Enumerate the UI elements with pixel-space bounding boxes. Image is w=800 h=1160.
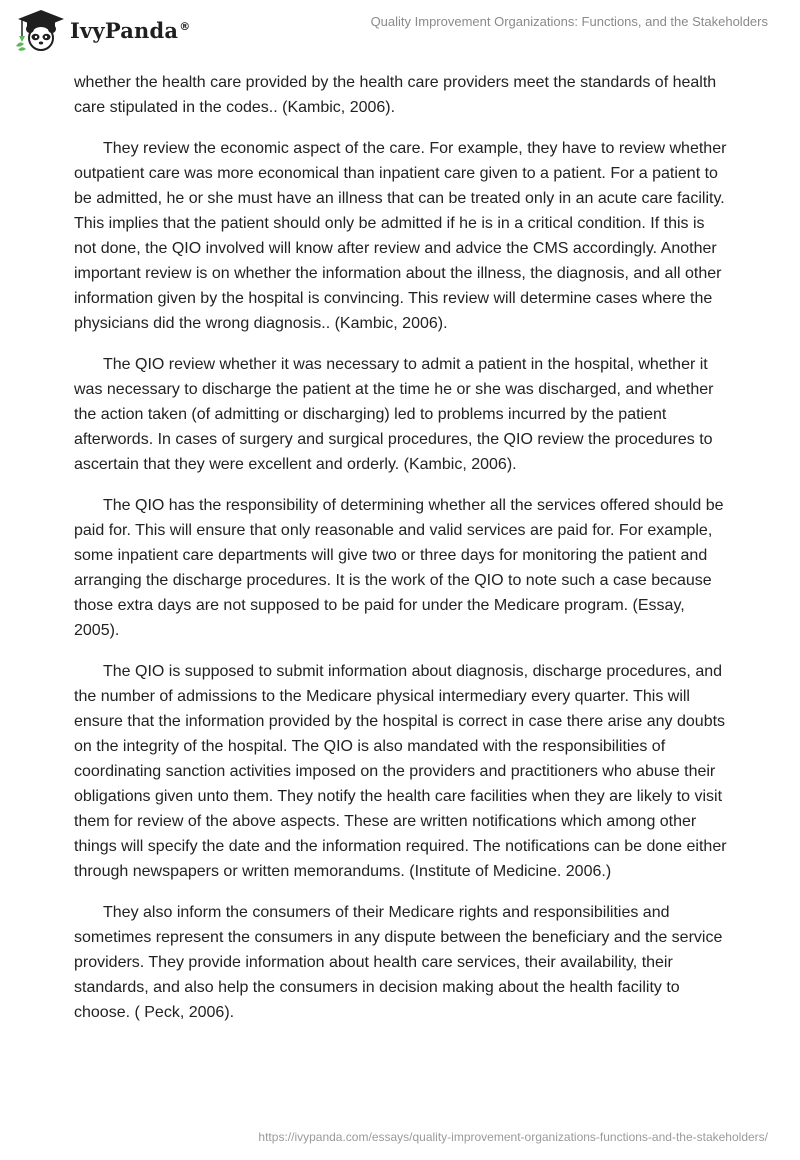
paragraph: The QIO review whether it was necessary to admit a patient in the hospital, whether it was necessary to discharge the patient at the time he or she was discharged, and whether the action taken (of admitting or discharging) led to problems incurred by the patient afterwords. In cases of surgery and surgical procedures, the QIO review the procedures to ascertain that they were excellent and orderly. (Kambic, 2006).: [74, 356, 714, 473]
ivypanda-logo[interactable]: [14, 8, 190, 52]
panda-graduation-cap-icon: [14, 8, 68, 52]
paragraph: The QIO is supposed to submit information about diagnosis, discharge procedures, and the number of admissions to the Medicare physical intermediary every quarter. This will ensure that the information provided by the hospital is correct in case there arise any doubts on the integrity of the hospital. The QIO is also mandated with the responsibilities of coordinating sanction activities imposed on the providers and practitioners who abuse their obligations given unto them. They notify the health care facilities when they are likely to visit them for review of the above aspects. These are written notifications which among other things will specify the date and the information required. The notifications can be done either through newspapers or written memorandums. (Institute of Medicine. 2006.): [74, 663, 727, 880]
essay-body: [74, 70, 730, 1041]
paragraph: The QIO has the responsibility of determining whether all the services offered should be paid for. This will ensure that only reasonable and valid services are paid for. For example, some inpatient care departments will give two or three days for monitoring the patient and arranging the discharge procedures. It is the work of the QIO to note such a case because those extra days are not supposed to be paid for under the Medicare program. (Essay, 2005).: [74, 497, 724, 639]
brand-label: IvyPanda: [70, 17, 179, 43]
paragraph: They review the economic aspect of the care. For example, they have to review whether outpatient care was more economical than inpatient care given to a patient. For a patient to be admitted, he or she must have an illness that can be treated only in an acute care facility. This implies that the patient should only be admitted if he is in a critical condition. If this is not done, the QIO involved will know after review and advice the CMS accordingly. Another important review is on whether the information about the illness, the diagnosis, and all other information given by the hospital is convincing. This review will determine cases where the physicians did the wrong diagnosis.. (Kambic, 2006).: [74, 140, 727, 332]
registered-mark: ®: [179, 19, 191, 33]
document-title: Quality Improvement Organizations: Functions, and the Stakeholders: [370, 14, 768, 29]
paragraph: whether the health care provided by the health care providers meet the standards of health care stipulated in the codes.. (Kambic, 2006).: [74, 74, 717, 116]
brand-name: [70, 18, 190, 43]
source-url-link[interactable]: https://ivypanda.com/essays/quality-improvement-organizations-functions-and-the-stakeholders/: [258, 1130, 768, 1144]
paragraph: They also inform the consumers of their Medicare rights and responsibilities and sometimes represent the consumers in any dispute between the beneficiary and the service providers. They provide information about health care services, their availability, their standards, and also help the consumers in decision making about the health facility to choose. ( Peck, 2006).: [74, 904, 723, 1021]
page-header: [0, 0, 800, 60]
